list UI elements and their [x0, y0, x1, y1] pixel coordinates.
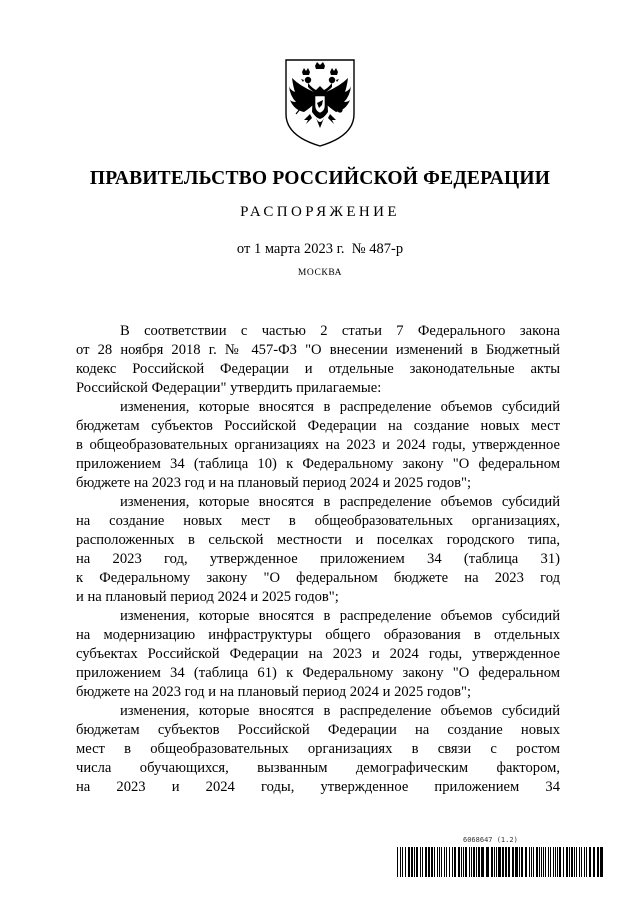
paragraph [76, 398, 560, 493]
paragraph [76, 322, 560, 398]
paragraph-line: на создание новых мест в общеобразовательных организациях, [76, 513, 560, 529]
paragraph-line: на 2023 и 2024 годы, утвержденное приложением 34 [76, 779, 560, 795]
paragraph-line: изменения, которые вносятся в распределение объемов субсидий [120, 703, 560, 719]
government-title: ПРАВИТЕЛЬСТВО РОССИЙСКОЙ ФЕДЕРАЦИИ [89, 168, 551, 189]
paragraph-line: мест в общеобразовательных организациях в связи с ростом [76, 741, 560, 757]
paragraph [76, 607, 560, 702]
document-date-number: от 1 марта 2023 г. № 487-р [236, 241, 404, 257]
paragraph-line: и на плановый период 2024 и 2025 годов"; [76, 589, 339, 605]
paragraph [76, 493, 560, 607]
paragraph-line: в общеобразовательных организациях на 2023 и 2024 годы, утвержденное [76, 437, 560, 453]
paragraph-line: бюджетам субъектов Российской Федерации на создание новых мест [76, 418, 560, 434]
paragraph-line: бюджетам субъектов Российской Федерации на создание новых [76, 722, 560, 738]
russian-coat-of-arms-icon [282, 56, 358, 148]
paragraph-line: на модернизацию инфраструктуры общего образования в отдельных [76, 627, 560, 643]
paragraph-line: числа обучающихся, вызванным демографическим фактором, [76, 760, 560, 776]
paragraph-line: изменения, которые вносятся в распределение объемов субсидий [120, 608, 560, 624]
paragraph-line: бюджете на 2023 год и на плановый период 2024 и 2025 годов"; [76, 684, 472, 700]
paragraph [76, 702, 560, 797]
emblem [282, 56, 358, 148]
paragraph-line: субъектах Российской Федерации на 2023 и 2024 годы, утвержденное [76, 646, 560, 662]
paragraph-line: расположенных в сельской местности и поселках городского типа, [76, 532, 560, 548]
paragraph-line: приложением 34 (таблица 61) к Федеральному закону "О федеральном [76, 665, 560, 681]
paragraph-line: В соответствии с частью 2 статьи 7 Федерального закона [120, 323, 560, 339]
paragraph-line: от 28 ноября 2018 г. № 457-ФЗ "О внесении изменений в Бюджетный [76, 342, 560, 358]
paragraph-line: на 2023 год, утвержденное приложением 34 (таблица 31) [76, 551, 560, 567]
paragraph-line: бюджете на 2023 год и на плановый период 2024 и 2025 годов"; [76, 475, 472, 491]
barcode-number: 6068647 (1.2) [463, 836, 518, 844]
barcode-icon [397, 847, 605, 877]
document-city: МОСКВА [297, 268, 343, 278]
document-body [76, 322, 560, 797]
paragraph-line: кодекс Российской Федерации и отдельные законодательные акты [76, 361, 560, 377]
document-type: РАСПОРЯЖЕНИЕ [240, 204, 400, 220]
barcode-block [397, 836, 605, 880]
paragraph-line: изменения, которые вносятся в распределение объемов субсидий [120, 494, 560, 510]
paragraph-line: Российской Федерации" утвердить прилагаемые: [76, 380, 382, 396]
paragraph-line: изменения, которые вносятся в распределение объемов субсидий [120, 399, 560, 415]
paragraph-line: к Федеральному закону "О федеральном бюджете на 2023 год [76, 570, 560, 586]
paragraph-line: приложением 34 (таблица 10) к Федеральному закону "О федеральном [76, 456, 560, 472]
